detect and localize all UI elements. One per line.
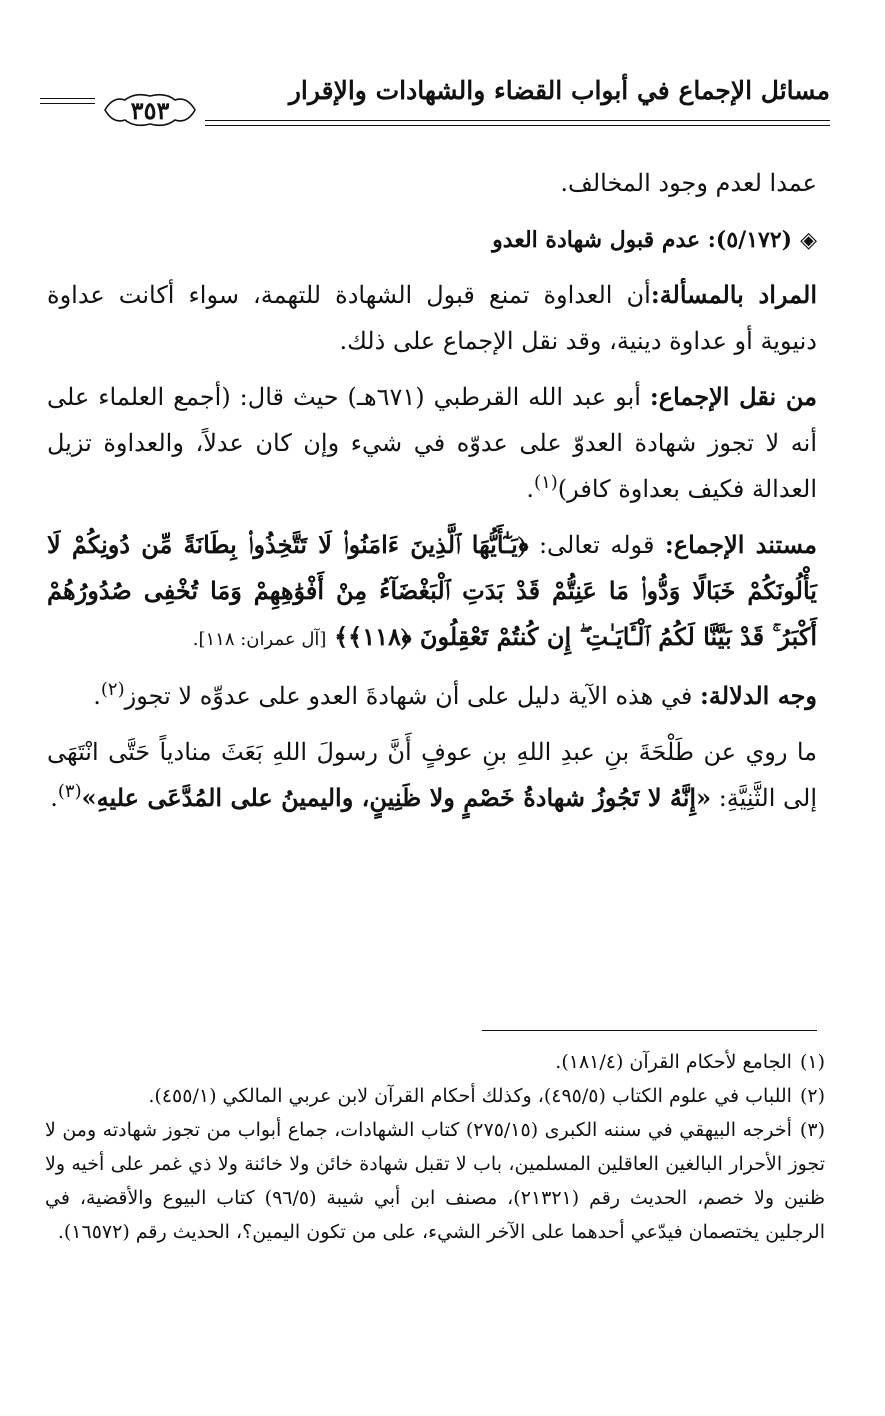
footnote-text: الجامع لأحكام القرآن (١٨١/٤). <box>555 1051 792 1073</box>
opening-line: عمدا لعدم وجود المخالف. <box>560 169 817 197</box>
footnote-separator <box>482 1030 817 1031</box>
paragraph-text: أن العداوة تمنع قبول الشهادة للتهمة، سواء أكانت عداوة دنيوية أو عداوة دينية، وقد نقل الإجماع على ذلك. <box>47 281 817 355</box>
page-number: ٣٥٣ <box>130 95 170 125</box>
hadith-text: «إِنَّهُ لا تَجُوزُ شهادةُ خَصْمٍ ولا ظَنِينٍ، واليمينُ على المُدَّعَى عليهِ» <box>81 783 712 812</box>
footnote-number: (٢) <box>799 1085 825 1107</box>
header-rule <box>190 125 830 126</box>
footnote-number: (٣) <box>799 1119 825 1141</box>
paragraph-intro: قوله تعالى: <box>538 531 655 559</box>
quran-verse: ﴿يَـٰٓأَيُّهَا ٱلَّذِينَ ءَامَنُوا۟ لَا تَتَّخِذُوا۟ بِطَانَةً مِّن دُونِكُمْ لَا يَأْلُونَكُمْ خَبَالًا وَدُّوا۟ مَا عَنِتُّمْ قَدْ بَدَتِ ٱلْبَغْضَآءُ مِنْ أَفْوَٰهِهِمْ وَمَا تُخْفِى صُدُورُهُمْ أَكْبَرُ ۚ قَدْ بَيَّنَّا لَكُمُ ٱلْـَٔايَـٰتِ ۖ إِن كُنتُمْ تَعْقِلُونَ ﴿١١٨﴾﴾ <box>47 530 817 651</box>
footnote-text: اللباب في علوم الكتاب (٤٩٥/٥)، وكذلك أحكام القرآن لابن عربي المالكي (٤٥٥/١). <box>148 1085 792 1107</box>
paragraph-hadith: ما روي عن طَلْحَةَ بنِ عبدِ اللهِ بنِ عوفٍ أَنَّ رسولَ اللهِ بَعَثَ منادياً حَتَّى انْتَهَى إلى الثَّنِيَّةِ: «إِنَّهُ لا تَجُوزُ شهادةُ خَصْمٍ ولا ظَنِينٍ، واليمينُ على المُدَّعَى عليهِ»$^{(٣)}$. <box>47 738 817 812</box>
section-title: (٥/١٧٢): عدم قبول شهادة العدو <box>492 227 793 253</box>
footnote <box>45 1113 825 1249</box>
paragraph-lead: مستند الإجماع: <box>664 530 817 559</box>
paragraph-text: أبو عبد الله القرطبي (٦٧١هـ) حيث قال: (أجمع العلماء على أنه لا تجوز شهادة العدوّ على عدوّه في شيء وإن كان عدلاً، والعداوة تزيل العدالة فكيف بعداوة كافر) <box>47 383 817 503</box>
header-rule <box>190 120 830 121</box>
verse-reference: [آل عمران: ١١٨]. <box>192 629 327 650</box>
paragraph-lead: المراد بالمسألة: <box>650 280 818 309</box>
page-number-ornament <box>95 88 205 132</box>
running-header <box>40 72 830 142</box>
main-text <box>47 160 817 821</box>
footnote-ref: (١) <box>534 472 558 493</box>
paragraph-evidence <box>47 522 817 663</box>
footnote <box>45 1079 825 1113</box>
footnote <box>45 1045 825 1079</box>
footnote-text: أخرجه البيهقي في سننه الكبرى (٢٧٥/١٥) كتاب الشهادات، جماع أبواب من تجوز شهادته ومن لا تجوز الأحرار البالغين العاقلين المسلمين، باب لا تقبل شهادة خائن ولا خائنة ولا ذي غمر على أخيه ولا ظنين ولا خصم، الحديث رقم (٢١٣٢١)، مصنف ابن أبي شيبة (٩٦/٥) كتاب البيوع والأقضية، في الرجلين يختصمان فيدّعي أحدهما على الآخر الشيء، على من تكون اليمين؟، الحديث رقم (١٦٥٧٢). <box>45 1119 826 1243</box>
header-title: مسائل الإجماع في أبواب القضاء والشهادات والإقرار <box>288 76 830 105</box>
paragraph-transmitter: من نقل الإجماع: أبو عبد الله القرطبي (٦٧١هـ) حيث قال: (أجمع العلماء على أنه لا تجوز شهادة العدوّ على عدوّه في شيء وإن كان عدلاً، والعداوة تزيل العدالة فكيف بعداوة كافر)$^{(١)}$. <box>47 382 817 503</box>
paragraph-meaning <box>47 272 817 364</box>
paragraph-indication: وجه الدلالة: في هذه الآية دليل على أن شهادةَ العدو على عدوِّه لا تجوز$^{(٢)}$. <box>93 679 817 710</box>
paragraph-lead: وجه الدلالة: <box>700 681 817 710</box>
footnote-ref: (٢) <box>100 679 125 700</box>
header-left-rules <box>40 98 100 112</box>
paragraph-text: ما روي عن طَلْحَةَ بنِ عبدِ اللهِ بنِ عوفٍ أَنَّ رسولَ اللهِ بَعَثَ منادياً حَتَّى انْتَهَى إلى الثَّنِيَّةِ: <box>47 738 817 812</box>
diamond-bullet-icon: ◈ <box>800 227 817 253</box>
section-heading <box>47 218 817 262</box>
footnote-number: (١) <box>799 1051 825 1073</box>
paragraph-lead: من نقل الإجماع: <box>649 382 817 411</box>
paragraph-text: في هذه الآية دليل على أن شهادةَ العدو على عدوِّه لا تجوز <box>124 682 693 710</box>
footnotes <box>45 1045 825 1249</box>
footnote-ref: (٣) <box>57 781 82 802</box>
